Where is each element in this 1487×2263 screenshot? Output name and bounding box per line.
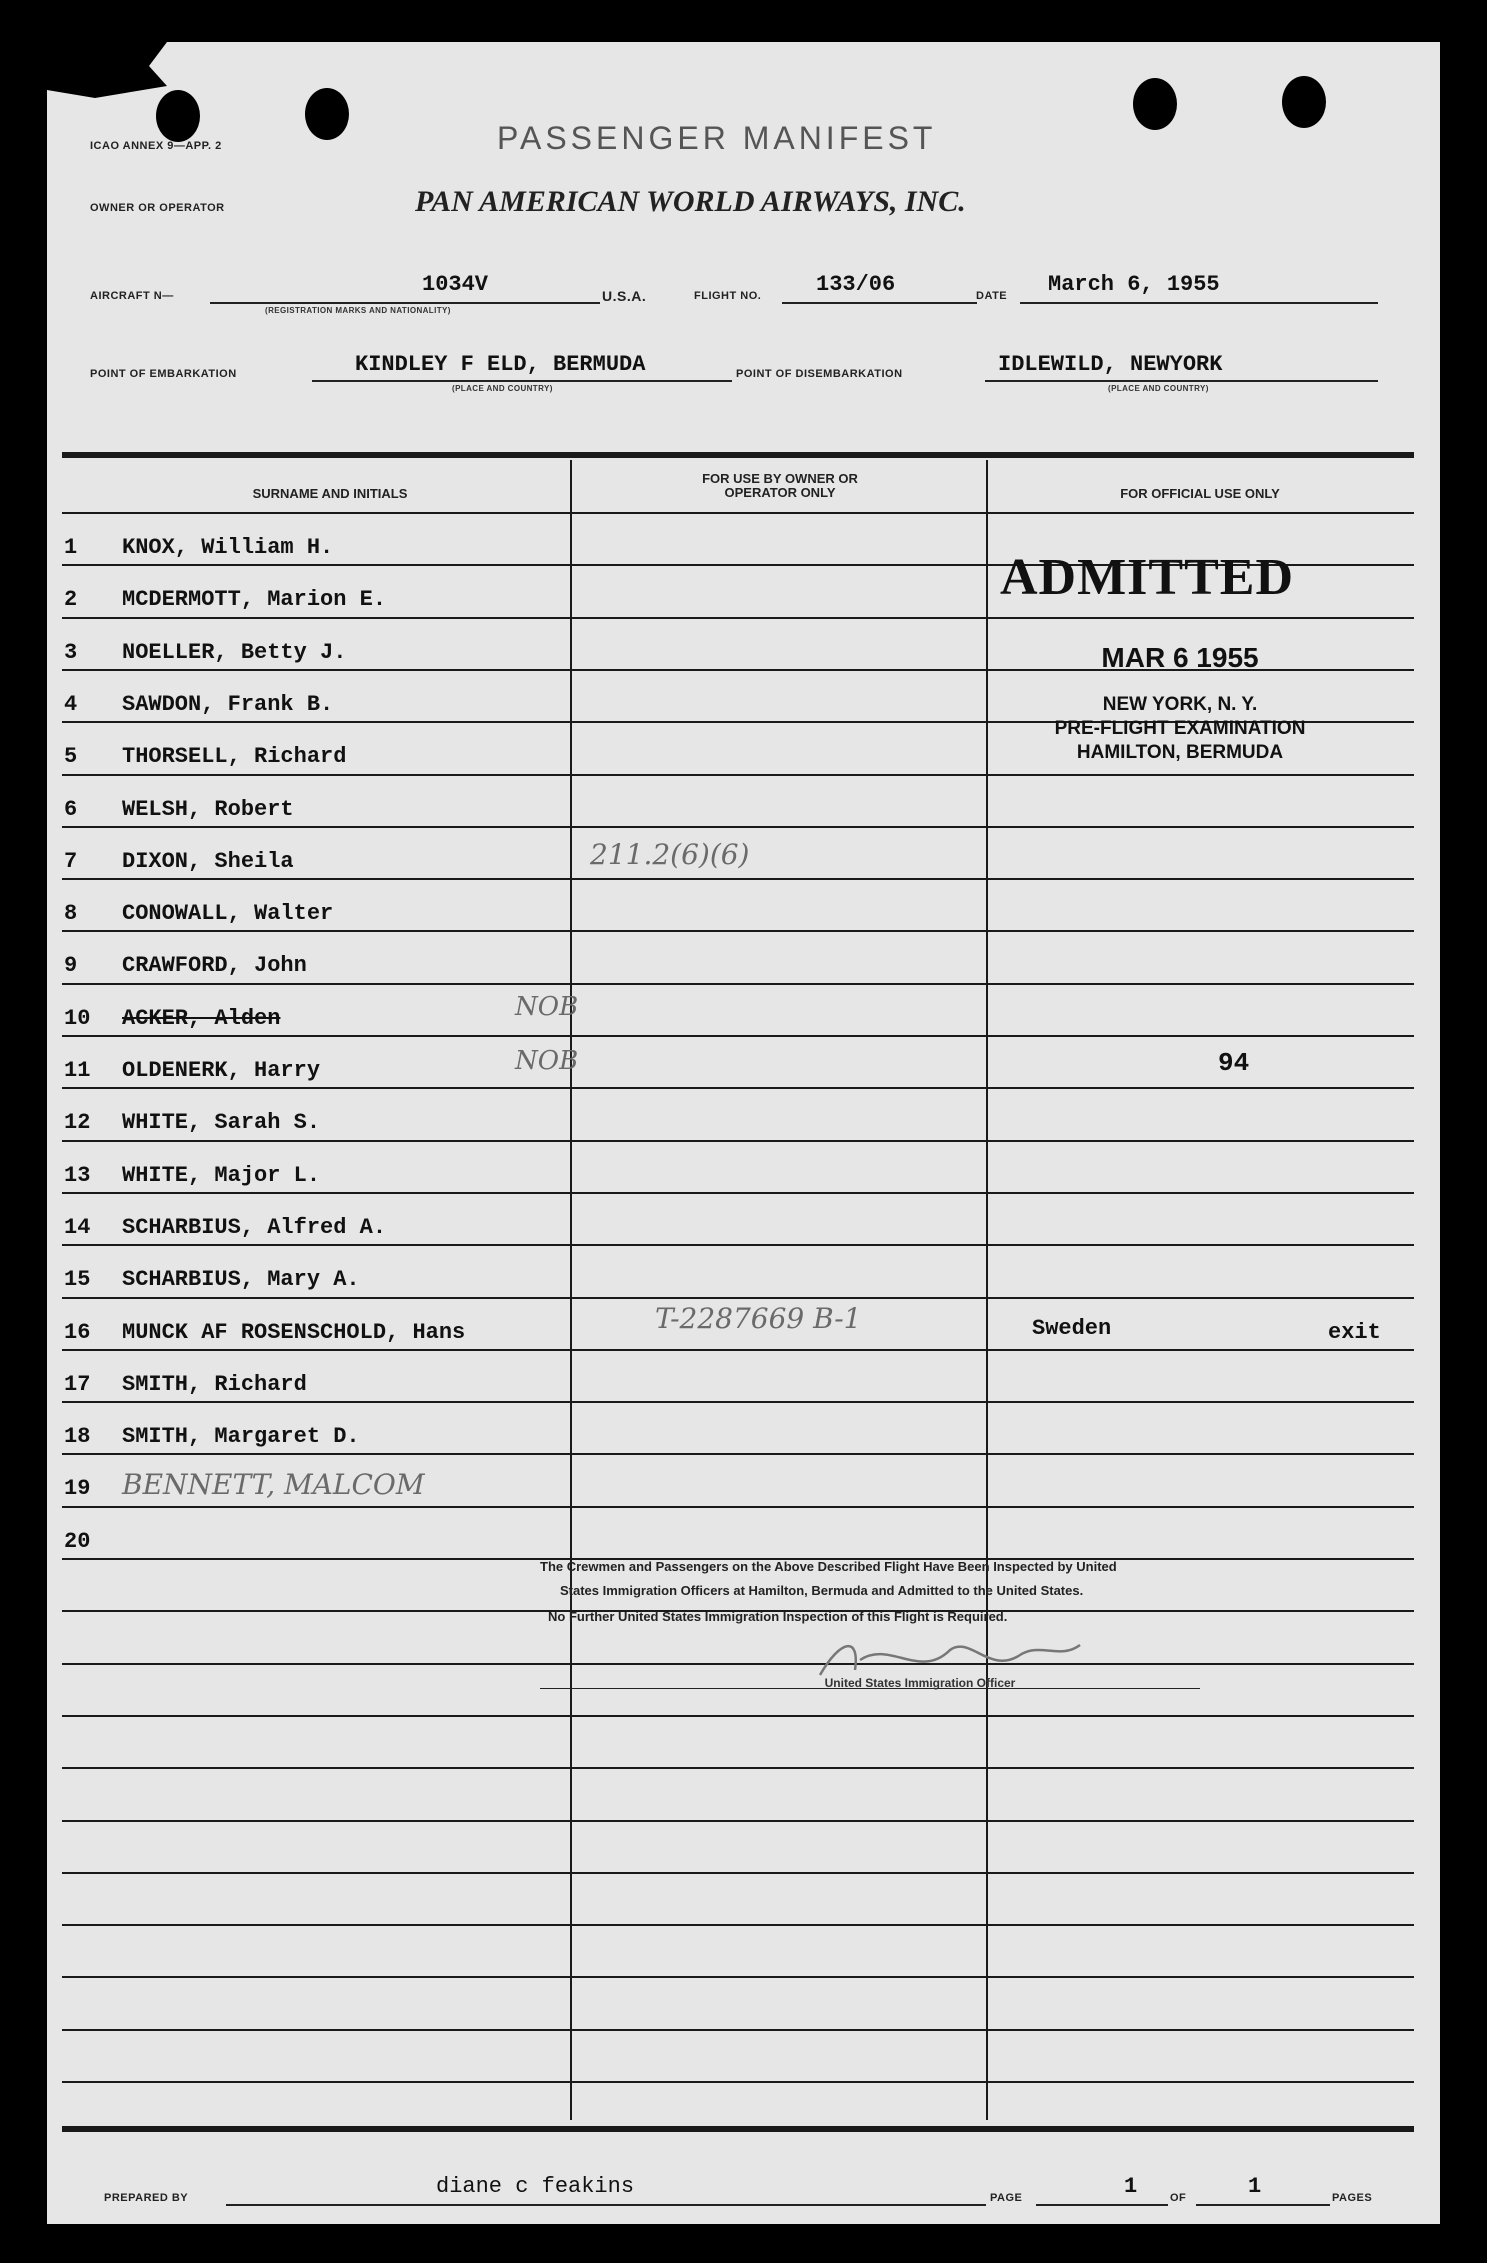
certification-line-3: No Further United States Immigration Inspection of this Flight is Required. <box>548 1609 1008 1624</box>
table-top-rule <box>62 452 1414 458</box>
embarkation-value: KINDLEY F ELD, BERMUDA <box>355 352 646 377</box>
punch-hole-icon <box>305 88 349 140</box>
pages-label: PAGES <box>1332 2192 1373 2204</box>
torn-corner <box>47 42 167 122</box>
column-header-owner: FOR USE BY OWNER OR OPERATOR ONLY <box>702 471 858 500</box>
table-bottom-rule <box>62 2126 1414 2132</box>
stamp-line-3: HAMILTON, BERMUDA <box>1076 742 1284 763</box>
prepared-by-label: PREPARED BY <box>104 2192 189 2204</box>
passenger-name: NOELLER, Betty J. <box>122 640 347 665</box>
passenger-name: CRAWFORD, John <box>122 953 307 978</box>
stamp-date: MAR 6 1955 <box>1101 642 1259 673</box>
oldenerk-note: NOB <box>515 1046 579 1076</box>
passenger-name: ACKER, Alden <box>122 1006 281 1031</box>
of-value: 1 <box>1248 2174 1262 2199</box>
disembarkation-caption: (PLACE AND COUNTRY) <box>1108 384 1209 393</box>
row-number: 5 <box>64 744 78 769</box>
aircraft-underline <box>210 302 600 304</box>
passenger-name: WELSH, Robert <box>122 797 294 822</box>
table-rule <box>62 1767 1414 1769</box>
passenger-name: DIXON, Sheila <box>122 849 294 874</box>
row-number: 7 <box>64 849 78 874</box>
aircraft-value: 1034V <box>422 272 489 297</box>
row-number: 9 <box>64 953 78 978</box>
punch-hole-icon <box>1133 78 1177 130</box>
row-number: 12 <box>64 1110 91 1135</box>
usa-label: U.S.A. <box>602 288 647 304</box>
of-label: OF <box>1170 2192 1187 2204</box>
embarkation-label: POINT OF EMBARKATION <box>90 368 237 380</box>
disembarkation-value: IDLEWILD, NEWYORK <box>998 352 1223 377</box>
table-row <box>62 1192 572 1244</box>
passenger-name: SAWDON, Frank B. <box>122 692 334 717</box>
stamp-line-1: NEW YORK, N. Y. <box>1102 694 1258 715</box>
table-rule <box>62 1820 1414 1822</box>
passenger-name: SCHARBIUS, Mary A. <box>122 1267 360 1292</box>
owner-label: OWNER OR OPERATOR <box>90 202 225 214</box>
row-number: 19 <box>64 1476 91 1501</box>
column-header-official: FOR OFFICIAL USE ONLY <box>1120 486 1280 501</box>
acker-note: NOB <box>515 992 579 1022</box>
row-number: 6 <box>64 797 78 822</box>
row-number: 18 <box>64 1424 91 1449</box>
dixon-note: 211.2(6)(6) <box>590 838 750 871</box>
table-row <box>62 826 572 878</box>
date-value: March 6, 1955 <box>1048 272 1220 297</box>
munck-country: Sweden <box>1032 1316 1112 1341</box>
table-row <box>62 669 572 721</box>
admitted-stamp: ADMITTED <box>1000 549 1295 606</box>
row-number: 13 <box>64 1163 91 1188</box>
row-number: 11 <box>64 1058 91 1083</box>
punch-hole-icon <box>1282 76 1326 128</box>
table-rule <box>62 1924 1414 1926</box>
passenger-name: WHITE, Major L. <box>122 1163 321 1188</box>
row-number: 3 <box>64 640 78 665</box>
date-underline <box>1020 302 1378 304</box>
punch-hole-icon <box>156 90 200 142</box>
table-row <box>62 1453 572 1505</box>
table-row <box>62 1297 572 1349</box>
passenger-name: WHITE, Sarah S. <box>122 1110 321 1135</box>
table-row <box>62 1401 572 1453</box>
table-row <box>62 878 572 930</box>
column-divider <box>986 460 988 2120</box>
table-row <box>62 617 572 669</box>
table-rule <box>62 1715 1414 1717</box>
row-number: 17 <box>64 1372 91 1397</box>
table-row <box>62 983 572 1035</box>
table-rule <box>62 2029 1414 2031</box>
passenger-name: MUNCK AF ROSENSCHOLD, Hans <box>122 1320 466 1345</box>
row-number: 20 <box>64 1529 91 1554</box>
oldenerk-official-note: 94 <box>1218 1048 1250 1078</box>
passenger-name: CONOWALL, Walter <box>122 901 334 926</box>
table-row <box>62 1140 572 1192</box>
row-number: 16 <box>64 1320 91 1345</box>
page-value: 1 <box>1124 2174 1138 2199</box>
airline-name: PAN AMERICAN WORLD AIRWAYS, INC. <box>415 185 966 218</box>
passenger-name: THORSELL, Richard <box>122 744 347 769</box>
passenger-name: KNOX, William H. <box>122 535 334 560</box>
munck-note: T-2287669 B-1 <box>655 1302 862 1335</box>
embarkation-caption: (PLACE AND COUNTRY) <box>452 384 553 393</box>
row-number: 8 <box>64 901 78 926</box>
of-underline <box>1196 2204 1330 2206</box>
table-row <box>62 512 572 564</box>
embarkation-underline <box>312 380 732 382</box>
table-rule <box>62 2081 1414 2083</box>
table-row <box>62 564 572 616</box>
row-number: 15 <box>64 1267 91 1292</box>
munck-exit: exit <box>1328 1320 1381 1345</box>
passenger-name: SCHARBIUS, Alfred A. <box>122 1215 387 1240</box>
prepared-by-value: diane c feakins <box>436 2174 635 2199</box>
officer-caption: United States Immigration Officer <box>824 1676 1016 1690</box>
table-row <box>62 1349 572 1401</box>
date-label: DATE <box>976 290 1008 302</box>
passenger-name: OLDENERK, Harry <box>122 1058 321 1083</box>
page-title: PASSENGER MANIFEST <box>497 120 937 156</box>
table-row <box>62 1035 572 1087</box>
table-row <box>62 1087 572 1139</box>
passenger-name: MCDERMOTT, Marion E. <box>122 587 387 612</box>
registration-caption: (REGISTRATION MARKS AND NATIONALITY) <box>265 306 451 315</box>
stamp-line-2: PRE-FLIGHT EXAMINATION <box>1054 718 1306 739</box>
table-row <box>62 930 572 982</box>
passenger-name: SMITH, Margaret D. <box>122 1424 360 1449</box>
row-number: 4 <box>64 692 78 717</box>
table-rule <box>62 1976 1414 1978</box>
row-number: 14 <box>64 1215 91 1240</box>
icao-reference: ICAO ANNEX 9—APP. 2 <box>90 140 222 152</box>
table-rule <box>62 1872 1414 1874</box>
disembarkation-underline <box>985 380 1378 382</box>
aircraft-label: AIRCRAFT N— <box>90 290 174 302</box>
passenger-name: SMITH, Richard <box>122 1372 307 1397</box>
page-underline <box>1036 2204 1168 2206</box>
table-row <box>62 1244 572 1296</box>
row-number: 1 <box>64 535 78 560</box>
passenger-name: BENNETT, MALCOM <box>122 1468 425 1501</box>
disembarkation-label: POINT OF DISEMBARKATION <box>736 368 903 380</box>
prepared-by-underline <box>226 2204 986 2206</box>
table-rule <box>62 1663 1414 1665</box>
row-number: 10 <box>64 1006 91 1031</box>
flight-value: 133/06 <box>816 272 896 297</box>
certification-line-2: States Immigration Officers at Hamilton, Bermuda and Admitted to the United States. <box>560 1583 1084 1598</box>
certification-line-1: The Crewmen and Passengers on the Above Described Flight Have Been Inspected by United <box>540 1559 1117 1574</box>
table-row <box>62 721 572 773</box>
page-label: PAGE <box>990 2192 1023 2204</box>
table-row <box>62 1506 572 1558</box>
column-header-surname: SURNAME AND INITIALS <box>252 486 408 501</box>
flight-underline <box>782 302 977 304</box>
table-row <box>62 774 572 826</box>
flight-label: FLIGHT NO. <box>694 290 762 302</box>
row-number: 2 <box>64 587 78 612</box>
